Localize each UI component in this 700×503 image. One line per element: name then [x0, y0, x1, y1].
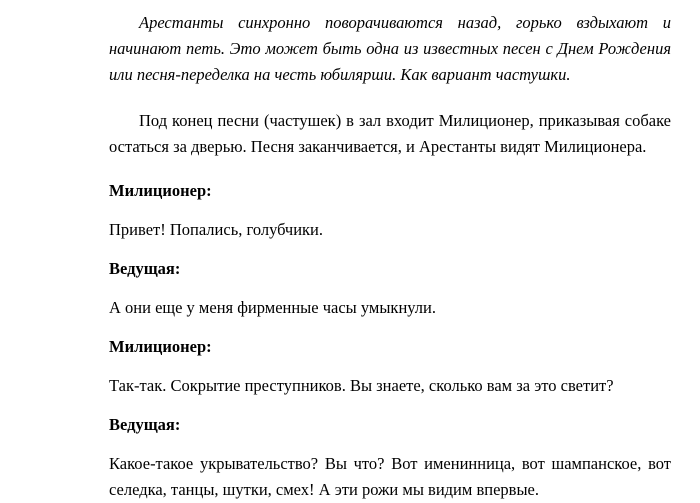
dialogue-line: Так-так. Сокрытие преступников. Вы знаете, сколько вам за это светит?	[109, 376, 614, 395]
stage-direction-policeman-enters: Под конец песни (частушек) в зал входит Милиционер, приказывая собаке остаться за дверью. Песня заканчивается, и Арестанты видят Милиционера.	[109, 111, 671, 156]
dialogue-line: Какое-такое укрывательство? Вы что? Вот именинница, вот шампанское, вот селедка, танцы, шутки, смех! А эти рожи мы видим впервые.	[109, 454, 671, 499]
speaker-host: Ведущая:	[109, 415, 181, 434]
speaker-policeman: Милиционер:	[109, 337, 212, 356]
dialogue-line: А они еще у меня фирменные часы умыкнули.	[109, 298, 436, 317]
dialogue-line: Привет! Попались, голубчики.	[109, 220, 323, 239]
stage-direction-song: Арестанты синхронно поворачиваются назад, горько вздыхают и начинают петь. Это может быть одна из известных песен с Днем Рождения или песня-переделка на честь юбилярши. Как вариант частушки.	[109, 13, 671, 84]
speaker-host: Ведущая:	[109, 259, 181, 278]
document-page	[109, 10, 671, 503]
speaker-policeman: Милиционер:	[109, 181, 212, 200]
